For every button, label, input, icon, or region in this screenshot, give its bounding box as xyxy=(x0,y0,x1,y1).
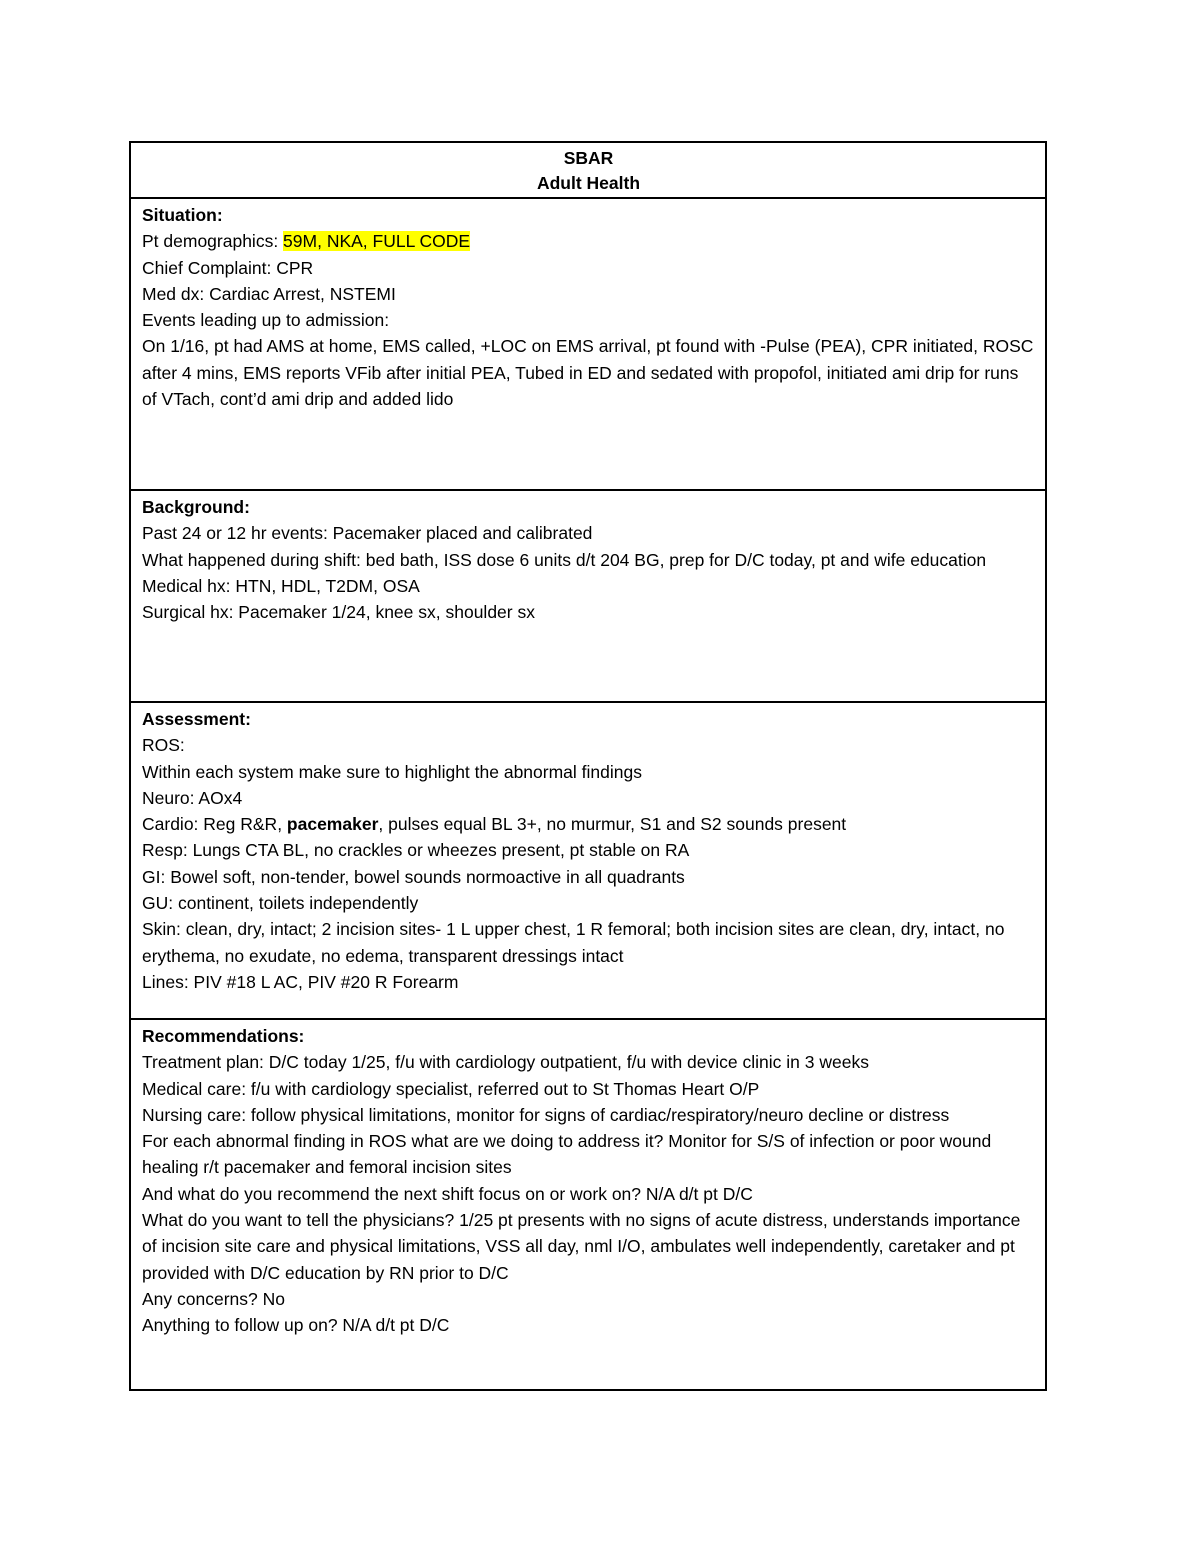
recommendations-heading: Recommendations: xyxy=(142,1026,305,1046)
surgical-hx: Surgical hx: Pacemaker 1/24, knee sx, shoulder sx xyxy=(142,602,535,623)
follow-up: Anything to follow up on? N/A d/t pt D/C xyxy=(142,1315,450,1336)
events-label: Events leading up to admission: xyxy=(142,310,390,331)
ros-instruction: Within each system make sure to highlight the abnormal findings xyxy=(142,761,642,782)
ros-label: ROS: xyxy=(142,735,185,756)
events-text: On 1/16, pt had AMS at home, EMS called, +LOC on EMS arrival, pt found with -Pulse (PEA), CPR initiated, ROSC after 4 mins, EMS reports VFib after initial PEA, Tubed in ED and sedated with propofol, initiated ami drip for runs of VTach, cont’d ami drip and added lido xyxy=(142,336,1034,410)
header-row xyxy=(131,143,1045,197)
during-shift: What happened during shift: bed bath, ISS dose 6 units d/t 204 BG, prep for D/C today, pt and wife education xyxy=(142,549,987,570)
demographics-label: Pt demographics: xyxy=(142,231,284,252)
document-subtitle: Adult Health xyxy=(536,173,641,193)
assessment-section xyxy=(131,701,1045,1018)
cardio-finding xyxy=(142,811,1035,837)
chief-complaint: Chief Complaint: CPR xyxy=(142,257,314,278)
treatment-plan: Treatment plan: D/C today 1/25, f/u with cardiology outpatient, f/u with device clinic in 3 weeks xyxy=(142,1052,869,1073)
nursing-care: Nursing care: follow physical limitations, monitor for signs of cardiac/respiratory/neuro decline or distress xyxy=(142,1104,950,1125)
document-title: SBAR xyxy=(563,148,614,168)
concerns: Any concerns? No xyxy=(142,1288,285,1309)
medical-hx: Medical hx: HTN, HDL, T2DM, OSA xyxy=(142,575,420,596)
sbar-table xyxy=(129,141,1047,1391)
demographics-value: 59M, NKA, FULL CODE xyxy=(283,231,471,252)
past-events: Past 24 or 12 hr events: Pacemaker placed and calibrated xyxy=(142,523,593,544)
neuro-finding: Neuro: AOx4 xyxy=(142,787,243,808)
gi-finding: GI: Bowel soft, non-tender, bowel sounds normoactive in all quadrants xyxy=(142,866,685,887)
background-section xyxy=(131,489,1045,701)
situation-heading: Situation: xyxy=(142,205,223,225)
assessment-heading: Assessment: xyxy=(142,709,251,729)
cardio-label: Cardio: Reg R&R, xyxy=(142,814,287,835)
physicians-note: What do you want to tell the physicians? 1/25 pt presents with no signs of acute distress, understands importance of incision site care and physical limitations, VSS all day, nml I/O, ambulates well independently, caretaker and pt provided with D/C education by RN prior to D/C xyxy=(142,1210,1021,1283)
recommendations-section xyxy=(131,1018,1045,1389)
background-heading: Background: xyxy=(142,497,250,517)
next-shift: And what do you recommend the next shift focus on or work on? N/A d/t pt D/C xyxy=(142,1183,753,1204)
cardio-rest: , pulses equal BL 3+, no murmur, S1 and S2 sounds present xyxy=(378,814,847,835)
situation-section xyxy=(131,197,1045,489)
gu-finding: GU: continent, toilets independently xyxy=(142,893,419,914)
lines-finding: Lines: PIV #18 L AC, PIV #20 R Forearm xyxy=(142,971,459,992)
resp-finding: Resp: Lungs CTA BL, no crackles or wheezes present, pt stable on RA xyxy=(142,840,690,861)
skin-finding: Skin: clean, dry, intact; 2 incision sites- 1 L upper chest, 1 R femoral; both incision sites are clean, dry, intact, no erythema, no exudate, no edema, transparent dressings intact xyxy=(142,919,1005,966)
demographics-line xyxy=(142,228,1035,254)
abnormal-finding-plan: For each abnormal finding in ROS what are we doing to address it? Monitor for S/S of infection or poor wound healing r/t pacemaker and femoral incision sites xyxy=(142,1131,992,1178)
med-dx: Med dx: Cardiac Arrest, NSTEMI xyxy=(142,283,396,304)
cardio-abnormal: pacemaker xyxy=(286,814,379,835)
medical-care: Medical care: f/u with cardiology specialist, referred out to St Thomas Heart O/P xyxy=(142,1078,760,1099)
